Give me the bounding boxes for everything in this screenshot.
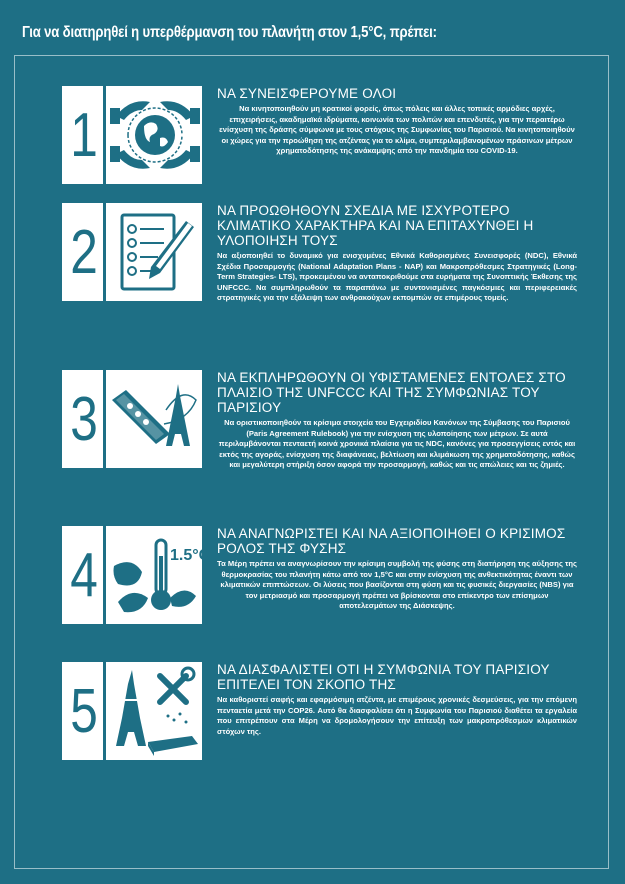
item-2-number: 2 xyxy=(66,203,101,301)
item-3-heading: ΝΑ ΕΚΠΛΗΡΩΘΟΥΝ ΟΙ ΥΦΙΣΤΑΜΕΝΕΣ ΕΝΤΟΛΕΣ ΣΤΟ ΠΛΑΙΣΙΟ ΤΗΣ UNFCCC ΚΑΙ ΤΗΣ ΣΥΜΦΩΝΙΑΣ ΤΟΥ ΠΑΡΙΣΙΟΥ xyxy=(217,370,566,415)
item-2-iconbox xyxy=(62,203,202,301)
item-5-number: 5 xyxy=(66,662,101,760)
item-4-icon-label: 1.5°C xyxy=(170,547,211,564)
item-2-heading: ΝΑ ΠΡΟΩΘΗΘΟΥΝ ΣΧΕΔΙΑ ΜΕ ΙΣΧΥΡΟΤΕΡΟ ΚΛΙΜΑΤΙΚΟ ΧΑΡΑΚΤΗΡΑ ΚΑΙ ΝΑ ΕΠΙΤΑΧΥΝΘΕΙ Η ΥΛΟΠΟΙΗΣΗ ΤΟΥΣ xyxy=(217,203,534,248)
item-5-iconbox xyxy=(62,662,202,760)
eiffel-tools-book-icon xyxy=(108,662,202,760)
item-2-body: Να αξιοποιηθεί το δυναμικό για ενισχυμένες Εθνικά Καθορισμένες Συνεισφορές (NDC), Εθνικά Σχέδια Προσαρμογής (National Adaptation Plans - NAP) και Μακροπρόθεσμες Στρατηγικές (Long-Term Strategies- LTS), προκειμένου να ανταποκριθούμε στα ευρήματα της Συνοπτικής Έκθεσης της UNFCCC. Να συμπληρωθούν τα παραπάνω με συντονισμένες παγκόσμιες και περιφερειακές στρατηγικές για την εξάλειψη των ανθρακούχων εκπομπών σε επιμέρους τομείς. xyxy=(217,251,577,303)
hands-globe-icon xyxy=(108,86,202,184)
item-4-iconbox xyxy=(62,526,211,624)
checklist-pencil-icon xyxy=(108,203,202,301)
item-3-body: Να οριστικοποιηθούν τα κρίσιμα στοιχεία του Εγχειριδίου Κανόνων της Σύμβασης του Παρισιού (Paris Agreement Rulebook) για την ενίσχυση της υλοποίησης των μέτρων. Σε αυτά περιλαμβάνονται πενταετή κοινά χρονικά πλαίσια για τις NDC, κανόνες για προσεγγίσεις εντός και εκτός της αγοράς, ενίσχυση της διαφάνειας, βελτίωση και κλιμάκωση της χρηματοδότησης, καθώς και μεγαλύτερη στήριξη όσον αφορά την προσαρμογή, καθώς και τις απώλειες και τις ζημιές. xyxy=(218,418,576,470)
item-4-heading: ΝΑ ΑΝΑΓΝΩΡΙΣΤΕΙ ΚΑΙ ΝΑ ΑΞΙΟΠΟΙΗΘΕΙ Ο ΚΡΙΣΙΜΟΣ ΡΟΛΟΣ ΤΗΣ ΦΥΣΗΣ xyxy=(217,526,566,556)
item-1-body: Να κινητοποιηθούν μη κρατικοί φορείς, όπως πόλεις και άλλες τοπικές αρμόδιες αρχές, επιχειρήσεις, ακαδημαϊκά ιδρύματα, κοινωνία των πολιτών και επενδυτές, για την περαιτέρω ενίσχυση της δράσης σύμφωνα με τους στόχους της Συμφωνίας του Παρισιού. Να κινητοποιηθούν οι χώρες για την προώθηση της ατζέντας για το κλίμα, συμπεριλαμβανομένων πράσινων μέτρων χρηματοδότησης της ανάκαμψης από την πανδημία του COVID-19. xyxy=(219,104,575,156)
thermometer-leaves-icon xyxy=(108,526,211,624)
item-1-number: 1 xyxy=(66,86,101,184)
item-5-heading: ΝΑ ΔΙΑΣΦΑΛΙΣΤΕΙ ΟΤΙ Η ΣΥΜΦΩΝΙΑ ΤΟΥ ΠΑΡΙΣΙΟΥ ΕΠΙΤΕΛΕΙ ΤΟΝ ΣΚΟΠΟ ΤΗΣ xyxy=(217,662,550,692)
item-1-heading: ΝΑ ΣΥΝΕΙΣΦΕΡΟΥΜΕ ΟΛΟΙ xyxy=(217,86,397,101)
page-title: Για να διατηρηθεί η υπερθέρμανση του πλανήτη στον 1,5°C, πρέπει: xyxy=(22,24,437,41)
item-4-body: Τα Μέρη πρέπει να αναγνωρίσουν την κρίσιμη συμβολή της φύσης στη διατήρηση της αύξησης της θερμοκρασίας του πλανήτη κάτω από τον 1,5°C και στην ενίσχυση της ανθεκτικότητας έναντι των κλιματικών επιπτώσεων. Οι λύσεις που βασίζονται στη φύση και τις φυσικές διεργασίες (NBS) για τον μετριασμό και προσαρμογή πρέπει να βρίσκονται στο επίκεντρο των επίσημων αποτελεσμάτων της Διάσκεψης. xyxy=(217,559,577,611)
item-3-iconbox xyxy=(62,370,202,468)
item-3-number: 3 xyxy=(66,370,101,468)
item-5-body: Να καθοριστεί σαφής και εφαρμόσιμη ατζέντα, με επιμέρους χρονικές δεσμεύσεις, για την επόμενη πενταετία μετά την COP26. Αυτό θα διασφαλίσει ότι η Συμφωνία του Παρισιού διαθέτει τα εργαλεία που επιτρέπουν στα Μέρη να δρομολογήσουν την επίτευξη των μακροπρόθεσμων κλιματικών στόχων της. xyxy=(217,695,577,736)
item-4-number: 4 xyxy=(66,526,101,624)
rulebook-eiffel-icon xyxy=(108,370,202,468)
item-1-iconbox xyxy=(62,86,202,184)
